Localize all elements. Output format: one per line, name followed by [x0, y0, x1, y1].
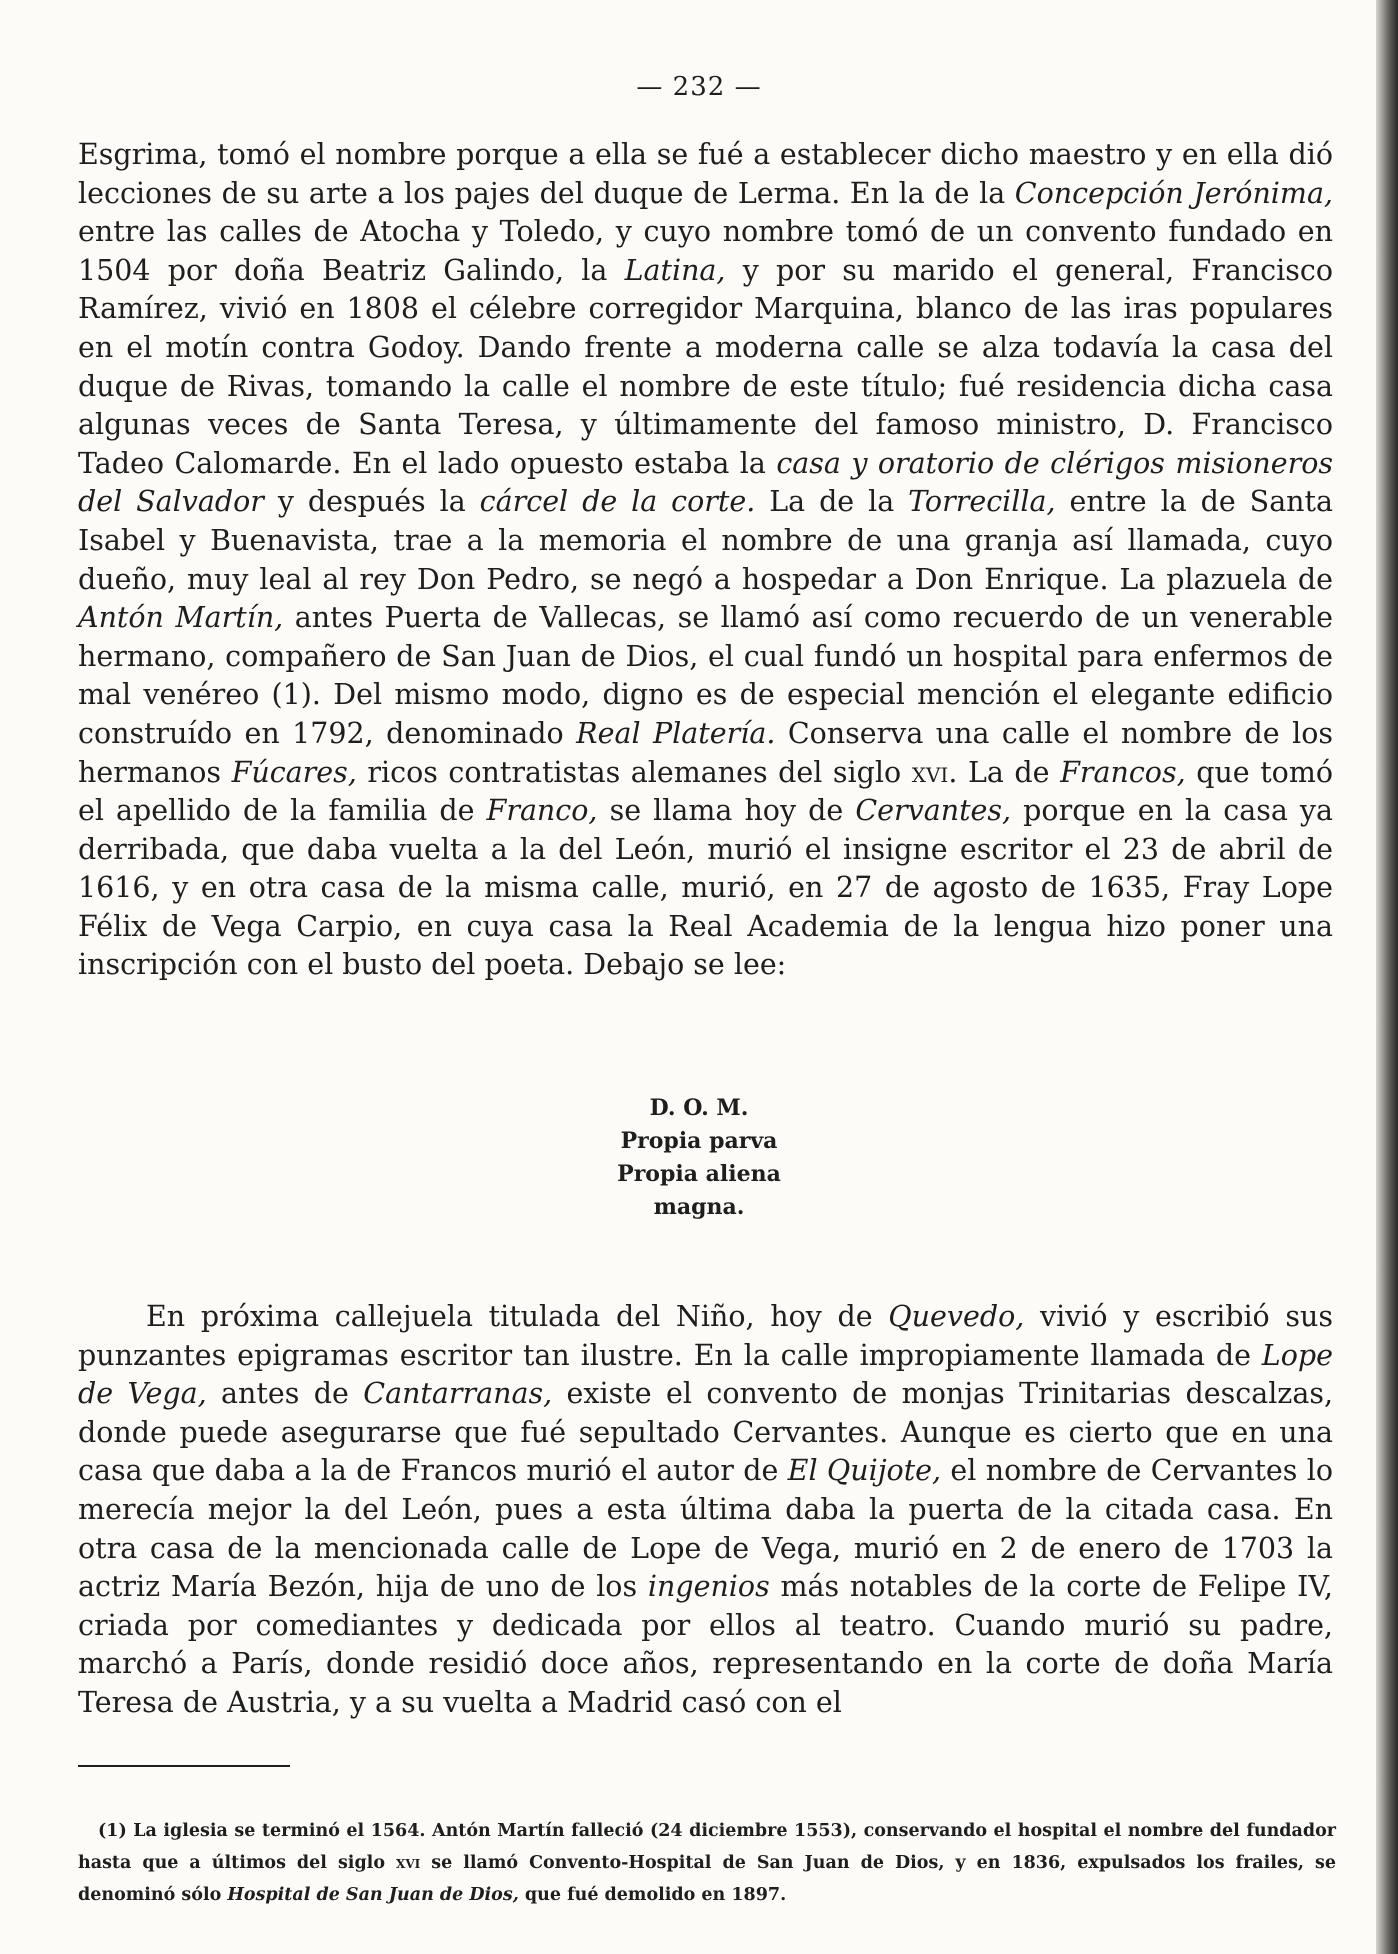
epitaph-line: D. O. M. [649, 1095, 749, 1121]
text-run: antes de [206, 1377, 364, 1411]
text-run: (1) La iglesia se terminó el 1564. Antón Martín falleció (24 diciembre 1553), conservando el hospital el nombre del fundador hasta que a últimos del siglo [78, 1821, 1336, 1873]
italic-run: Francos, [1060, 755, 1186, 789]
italic-run: Quevedo, [888, 1300, 1025, 1333]
text-run: existe el convento de monjas Trinitarias descalzas, donde puede asegurarse que fué sepultado Cervantes. Aunque es cierto que en una casa que daba a la de Francos murió el autor de [78, 1377, 1334, 1488]
text-run: vivió y escribió sus punzantes epigramas escritor tan ilustre. En la calle impropiamente llamada de [78, 1300, 1333, 1372]
italic-run: Cantarranas, [363, 1377, 553, 1411]
epitaph-line: magna. [653, 1194, 745, 1220]
text-run: se llamó Convento-Hospital de San Juan de Dios, y en 1836, expulsados los frailes, se denominó sólo [78, 1853, 1337, 1905]
italic-run: Franco, [486, 794, 598, 828]
epitaph-line: Propia aliena [617, 1161, 781, 1187]
epitaph-inscription [0, 1092, 1398, 1224]
footnote [78, 1815, 1336, 1911]
text-run: más notables de la corte de Felipe IV, criada por comediantes y dedicada por ellos al teatro. Cuando murió su padre, marchó a París, donde residió doce años, representando en la corte de doña María Teresa de Austria, y a su vuelta a Madrid casó con el [78, 1570, 1333, 1719]
text-run: ricos contratistas alemanes del siglo [356, 755, 912, 789]
italic-run: Concepción Jerónima, [1014, 176, 1333, 210]
paragraph-2 [78, 1298, 1333, 1723]
text-run: que fué demolido en 1897. [518, 1885, 787, 1905]
text-run: entre la de Santa Isabel y Buenavista, trae a la memoria el nombre de una granja así llamada, cuyo dueño, muy leal al rey Don Pedro, se negó a hospedar a Don Enrique. La plazuela de [78, 485, 1333, 596]
small-caps-run: xvi [396, 1853, 421, 1873]
text-run: porque en la casa ya derribada, que daba vuelta a la del León, murió el insigne escritor el 23 de abril de 1616, y en otra casa de la misma calle, murió, en 27 de agosto de 1635, Fray Lope Félix de Vega Carpio, en cuya casa la Real Academia de la lengua hizo poner una inscripción con el busto del poeta. Debajo se lee: [78, 794, 1333, 982]
text-run: entre las calles de Atocha y Toledo, y cuyo nombre tomó de un convento fundado en 1504 por doña Beatriz Galindo, la [78, 215, 1333, 287]
text-run: . La de [948, 755, 1061, 789]
text-run: antes Puerta de Vallecas, se llamó así como recuerdo de un venerable hermano, compañero de San Juan de Dios, el cual fundó un hospital para enfermos de mal venéreo (1). Del mismo modo, digno es de especial mención el elegante edificio construído en 1792, denominado [78, 601, 1333, 750]
text-run: que tomó el apellido de la familia de [78, 755, 1334, 828]
page-edge-shadow [1376, 0, 1398, 1954]
epitaph-line: Propia parva [620, 1128, 778, 1154]
text-run: y por su marido el general, Francisco Ramírez, vivió en 1808 el célebre corregidor Marquina, blanco de las iras populares en el motín contra Godoy. Dando frente a moderna calle se alza todavía la casa del duque de Rivas, tomando la calle el nombre de este título; fué residencia dicha casa algunas veces de Santa Teresa, y últimamente del famoso ministro, D. Francisco Tadeo Calomarde. En el lado opuesto estaba la [78, 253, 1333, 480]
italic-run: Torrecilla, [908, 485, 1056, 519]
page-number: — 232 — [636, 72, 762, 102]
small-caps-run: xvi [911, 755, 949, 789]
text-run: se llama hoy de [597, 794, 856, 828]
italic-run: Antón Martín, [78, 601, 284, 635]
italic-run: Real Platería. [576, 716, 776, 750]
text-run: La de la [755, 485, 909, 519]
italic-run: Hospital de San Juan de Dios, [227, 1885, 519, 1905]
italic-run: Fúcares, [231, 755, 357, 789]
text-run: el nombre de Cervantes lo merecía mejor la del León, pues a esta última daba la puerta de la citada casa. En otra casa de la mencionada calle de Lope de Vega, murió en 2 de enero de 1703 la actriz María Bezón, hija de uno de los [78, 1454, 1334, 1604]
italic-run: El Quijote, [787, 1454, 942, 1488]
text-run: Conserva una calle el nombre de los hermanos [78, 716, 1333, 789]
text-run: y después la [263, 485, 480, 519]
italic-run: Cervantes, [855, 794, 1012, 828]
italic-run: casa y oratorio de clérigos misioneros del Salvador [78, 446, 1333, 519]
paragraph-1 [78, 136, 1333, 985]
italic-run: Lope de Vega, [78, 1338, 1333, 1411]
text-run: En próxima callejuela titulada del Niño, hoy de [146, 1300, 889, 1333]
italic-run: ingenios [647, 1570, 770, 1604]
italic-run: cárcel de la corte. [479, 485, 756, 519]
italic-run: Latina, [624, 253, 726, 287]
footnote-divider [78, 1765, 290, 1767]
text-run: Esgrima, tomó el nombre porque a ella se fué a establecer dicho maestro y en ella dió lecciones de su arte a los pajes del duque de Lerma. En la de la [78, 138, 1333, 210]
